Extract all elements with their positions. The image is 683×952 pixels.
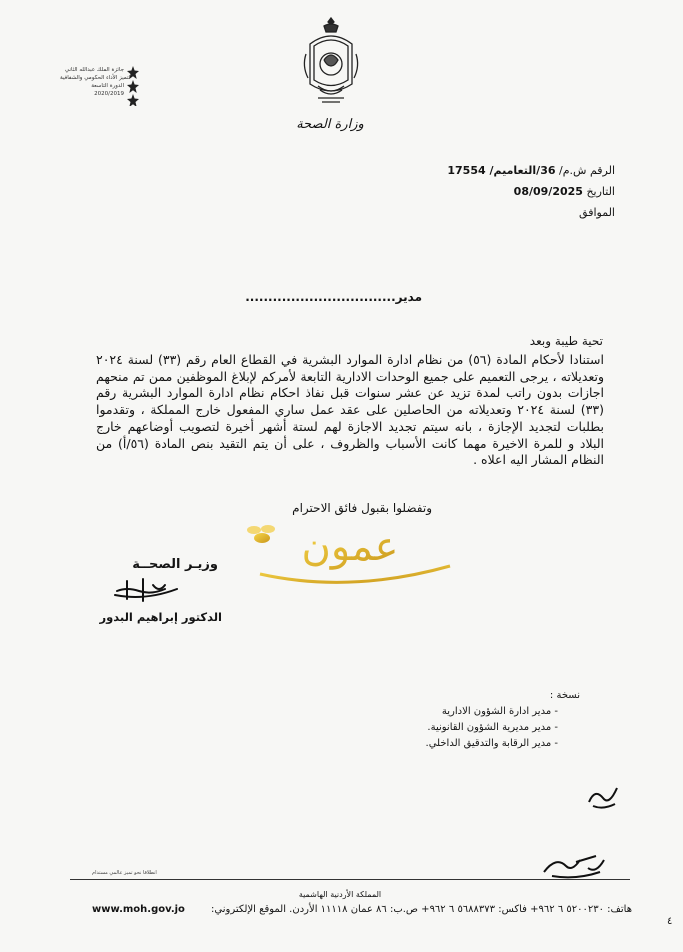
copies-list [380,704,558,752]
award-line-4: 2020/2019 [94,91,124,97]
reference-value: 36/التعاميم/ 17554 [447,164,556,177]
footer-address: هاتف: ٥٢٠٠٢٣٠ ٦ ٩٦٢+ فاكس: ٥٦٨٨٣٧٣ ٦ ٩٦٢+ ص.ب: ٨٦ عمان ١١١١٨ الأردن. الموقع الإلكتروني: [211,904,632,915]
page-edge-mark: ٤ [667,916,673,927]
letter-body: استنادا لأحكام المادة (٥٦) من نظام ادارة الموارد البشرية في القطاع العام رقم (٣٣) لسنة ٢٠٢٤ وتعديلاته ، يرجى التعميم على جميع الوحدات الادارية التابعة لأمركم لإبلاغ الموظفين ممن تم منحهم اجازات بدون راتب لمدة تزيد عن عشر سنوات قبل نفاذ احكام نظام ادارة الموارد البشرية رقم (٣٣) لسنة ٢٠٢٤ وتعديلاته من الحاصلين على عقد عمل ساري المفعول خارج المملكة ، وتقدموا بطلبات لتجديد الإجازة ، بانه سيتم تجديد الاجازة لهم لستة أشهر أخيرة لتصويب أوضاعهم خارج البلاد و للمرة الاخيرة مهما كانت الأسباب والظروف ، على أن يتم التقيد بنص المادة (٥٦/أ) من النظام المشار اليه اعلاه . [96,352,604,468]
ministry-name: وزارة الصحة [296,117,364,132]
watermark-text: عمون [301,524,399,570]
corresponding-row [355,206,615,219]
ammon-watermark-logo [240,516,460,600]
minister-title: وزيـر الصحــة [132,557,218,572]
footer-kingdom: المملكة الأردنية الهاشمية [298,890,382,899]
award-line-2: لتميز الأداء الحكومي والشفافية [60,75,131,81]
addressee: مدير................................. [245,290,422,304]
reference-label: الرقم ش.م/ [559,164,615,177]
footer-slogan: انطلاقا نحو تميز عالمي مستدام [92,870,157,876]
handwritten-signature [113,575,183,609]
copies-heading: نسخة : [549,690,580,701]
closing-line: وتفضلوا بقبول فائق الاحترام [292,501,432,515]
reference-row [355,164,615,177]
date-row [355,185,615,198]
award-badge [60,66,140,98]
corresponding-label: الموافق [579,206,615,219]
list-item: - مدير الرقابة والتدقيق الداخلي. [425,738,558,749]
footer-divider [70,879,630,880]
footer-website: www.moh.gov.jo [92,904,185,915]
handwritten-initials-1 [585,782,621,816]
award-line-1: جائزة الملك عبدالله الثاني [64,67,124,73]
list-item: - مدير ادارة الشؤون الادارية [441,706,558,717]
handwritten-initials-2 [540,848,610,886]
date-value: 08/09/2025 [513,185,583,198]
greeting: تحية طيبة وبعد [529,334,603,348]
bee-icon [247,525,275,543]
list-item: - مدير مديرية الشؤون القانونية. [427,722,558,733]
minister-name: الدكتور إبراهيم البدور [99,610,222,624]
award-line-3: الدورة التاسعة [91,83,124,89]
footer-contact [92,904,632,915]
jordan-coat-of-arms-icon [300,14,362,124]
date-label: التاريخ [586,185,615,198]
award-stars-icon [126,66,140,109]
